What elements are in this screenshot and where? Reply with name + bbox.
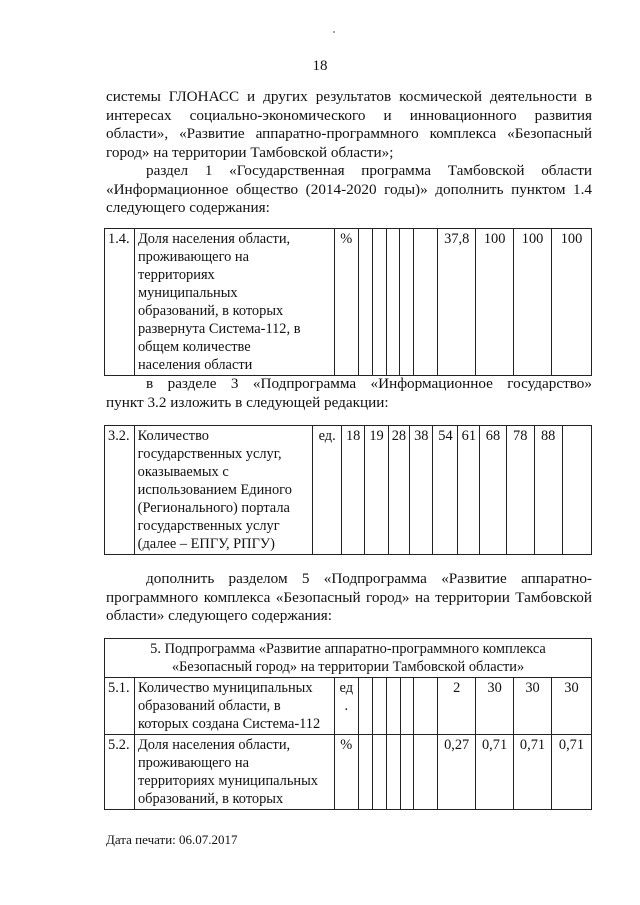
text-line: области» следующего содержания:: [106, 607, 333, 625]
text-line: программного комплекса «Безопасный город» на территории Тамбовской: [106, 588, 592, 606]
value-cell: [386, 735, 400, 810]
item-number: 1.4.: [105, 229, 135, 376]
value-cell: 0,27: [438, 735, 476, 810]
text-line: дополнить разделом 5 «Подпрограмма «Развитие аппаратно-: [146, 570, 592, 587]
paragraph-4: [106, 570, 592, 626]
value-cell: [414, 735, 438, 810]
table-heading-row: [105, 639, 592, 678]
value-cell: 28: [388, 426, 409, 555]
value-cell: 100: [514, 229, 552, 376]
item-number: 3.2.: [105, 426, 135, 555]
value-cell: 54: [433, 426, 458, 555]
value-cell: [358, 678, 372, 735]
value-cell: 78: [506, 426, 534, 555]
table-item-3-2: [104, 425, 592, 555]
value-cell: 38: [410, 426, 433, 555]
value-cell: 0,71: [476, 735, 514, 810]
value-cell: 0,71: [514, 735, 552, 810]
value-cell: [358, 229, 372, 376]
subprogram-heading: 5. Подпрограмма «Развитие аппаратно-программного комплекса «Безопасный город» на территории Тамбовской области»: [105, 639, 592, 678]
indicator-name: Количество государственных услуг, оказываемых с использованием Единого (Регионального) портала государственных услуг (далее – ЕПГУ, РПГУ): [134, 426, 313, 555]
indicator-name: Доля населения области, проживающего на территориях муниципальных образований, в которых развернута Система-112, в общем количестве населения области: [134, 229, 334, 376]
paragraph-3: [106, 375, 592, 412]
value-cell: [372, 678, 386, 735]
text-line: системы ГЛОНАСС и других результатов космической деятельности в: [106, 88, 592, 105]
value-cell: [414, 229, 438, 376]
text-line: «Информационное общество (2014-2020 годы)» дополнить пунктом 1.4: [106, 180, 592, 198]
value-cell: 30: [551, 678, 591, 735]
value-cell: 18: [341, 426, 364, 555]
value-cell: [386, 229, 400, 376]
paragraph-1: [106, 88, 592, 162]
value-cell: 37,8: [438, 229, 476, 376]
text-line: следующего содержания:: [106, 199, 270, 217]
value-cell: [358, 735, 372, 810]
value-cell: 100: [476, 229, 514, 376]
table-row: [105, 426, 592, 555]
text-line: раздел 1 «Государственная программа Тамбовской области: [146, 162, 592, 179]
unit-cell: %: [334, 735, 358, 810]
table-row: [105, 678, 592, 735]
value-cell: [400, 735, 414, 810]
indicator-name: Доля населения области, проживающего на территориях муниципальных образований, в которых: [134, 735, 334, 810]
scan-speck: [333, 31, 335, 33]
print-date: Дата печати: 06.07.2017: [106, 832, 238, 847]
value-cell: [414, 678, 438, 735]
value-cell: [400, 678, 414, 735]
value-cell: [372, 735, 386, 810]
value-cell: 88: [534, 426, 562, 555]
value-cell: 0,71: [551, 735, 591, 810]
value-cell: [400, 229, 414, 376]
value-cell: 30: [476, 678, 514, 735]
unit-cell: %: [334, 229, 358, 376]
value-cell: [372, 229, 386, 376]
item-number: 5.1.: [105, 678, 135, 735]
unit-cell: ед .: [334, 678, 358, 735]
value-cell: 100: [552, 229, 592, 376]
value-cell: [386, 678, 400, 735]
table-row: [105, 735, 592, 810]
indicator-name: Количество муниципальных образований области, в которых создана Система-112: [134, 678, 334, 735]
item-number: 5.2.: [105, 735, 135, 810]
text-line: в разделе 3 «Подпрограмма «Информационное государство»: [146, 375, 592, 392]
text-line: город» на территории Тамбовской области»;: [106, 143, 394, 161]
table-section-5: [104, 638, 592, 810]
text-line: пункт 3.2 изложить в следующей редакции:: [106, 393, 389, 411]
unit-cell: ед.: [313, 426, 342, 555]
value-cell: 2: [438, 678, 476, 735]
value-cell: 61: [458, 426, 480, 555]
value-cell: 68: [480, 426, 506, 555]
value-cell: 19: [365, 426, 388, 555]
table-item-1-4: [104, 228, 592, 376]
table-row: [105, 229, 592, 376]
text-line: области», «Развитие аппаратно-программного комплекса «Безопасный: [106, 125, 592, 143]
text-line: интересах социально-экономического и инновационного развития: [106, 106, 592, 124]
value-cell: 30: [514, 678, 552, 735]
page-number: 18: [312, 58, 328, 74]
paragraph-2: [106, 162, 592, 218]
value-cell: [562, 426, 591, 555]
